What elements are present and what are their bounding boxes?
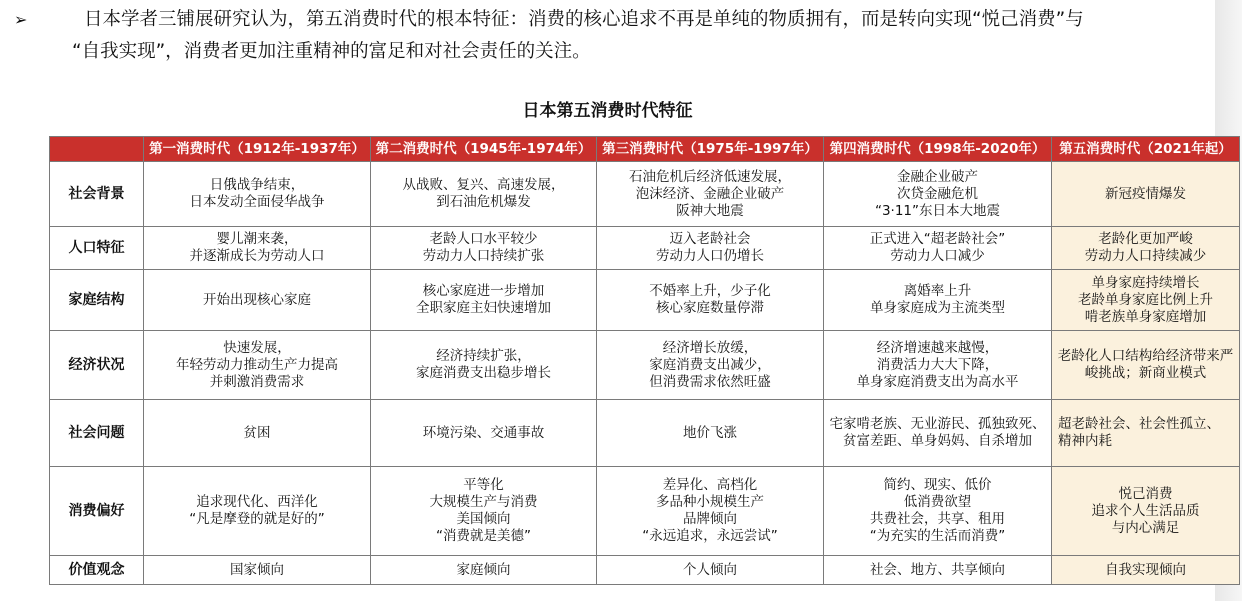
bullet-arrow-icon: ➢ xyxy=(14,10,28,29)
table-cell: 经济增长放缓， 家庭消费支出减少， 但消费需求依然旺盛 xyxy=(597,331,824,400)
row-label: 价值观念 xyxy=(50,556,144,585)
table-cell-era5: 单身家庭持续增长 老龄单身家庭比例上升 啃老族单身家庭增加 xyxy=(1052,270,1240,331)
table-cell: 日俄战争结束， 日本发动全面侵华战争 xyxy=(144,162,371,227)
header-era-1: 第一消费时代（1912年-1937年） xyxy=(144,137,371,162)
table-cell: 宅家啃老族、无业游民、孤独致死、 贫富差距、单身妈妈、自杀增加 xyxy=(824,400,1052,467)
table-cell: 开始出现核心家庭 xyxy=(144,270,371,331)
table-cell: 地价飞涨 xyxy=(597,400,824,467)
table-cell-era5: 老龄化更加严峻 劳动力人口持续减少 xyxy=(1052,227,1240,270)
row-label: 家庭结构 xyxy=(50,270,144,331)
table-cell: 不婚率上升，少子化 核心家庭数量停滞 xyxy=(597,270,824,331)
table-cell: 简约、现实、低价 低消费欲望 共费社会，共享、租用 “为充实的生活而消费” xyxy=(824,467,1052,556)
table-cell: 离婚率上升 单身家庭成为主流类型 xyxy=(824,270,1052,331)
table-cell-era5: 新冠疫情爆发 xyxy=(1052,162,1240,227)
table-cell: 婴儿潮来袭， 并逐渐成长为劳动人口 xyxy=(144,227,371,270)
table-cell: 石油危机后经济低速发展， 泡沫经济、金融企业破产 阪神大地震 xyxy=(597,162,824,227)
table-header-row xyxy=(50,137,1240,162)
table-cell: 社会、地方、共享倾向 xyxy=(824,556,1052,585)
table-cell-era5: 超老龄社会、社会性孤立、 精神内耗 xyxy=(1052,400,1240,467)
row-label: 经济状况 xyxy=(50,331,144,400)
table-cell: 老龄人口水平较少 劳动力人口持续扩张 xyxy=(371,227,597,270)
table-cell: 正式进入“超老龄社会” 劳动力人口减少 xyxy=(824,227,1052,270)
header-corner xyxy=(50,137,144,162)
table-cell: 差异化、高档化 多品种小规模生产 品牌倾向 “永远追求，永远尝试” xyxy=(597,467,824,556)
table-cell-era5: 老龄化人口结构给经济带来严峻挑战；新商业模式 xyxy=(1052,331,1240,400)
table-title: 日本第五消费时代特征 xyxy=(522,101,693,121)
table-cell: 国家倾向 xyxy=(144,556,371,585)
table-row xyxy=(50,400,1240,467)
table-cell: 平等化 大规模生产与消费 美国倾向 “消费就是美德” xyxy=(371,467,597,556)
row-label: 人口特征 xyxy=(50,227,144,270)
table-row xyxy=(50,270,1240,331)
table-cell: 迈入老龄社会 劳动力人口仍增长 xyxy=(597,227,824,270)
table-row xyxy=(50,162,1240,227)
table-cell: 经济持续扩张， 家庭消费支出稳步增长 xyxy=(371,331,597,400)
bullet-paragraph xyxy=(14,4,1209,68)
table-cell: 个人倾向 xyxy=(597,556,824,585)
table-cell: 快速发展， 年轻劳动力推动生产力提高 并刺激消费需求 xyxy=(144,331,371,400)
row-label: 消费偏好 xyxy=(50,467,144,556)
header-era-5: 第五消费时代（2021年起） xyxy=(1052,137,1240,162)
row-label: 社会问题 xyxy=(50,400,144,467)
table-cell: 环境污染、交通事故 xyxy=(371,400,597,467)
paragraph-line-2: “自我实现”，消费者更加注重精神的富足和对社会责任的关注。 xyxy=(72,41,591,62)
table-cell-era5: 悦己消费 追求个人生活品质 与内心满足 xyxy=(1052,467,1240,556)
table-row xyxy=(50,467,1240,556)
table-row xyxy=(50,556,1240,585)
table-row xyxy=(50,227,1240,270)
row-label: 社会背景 xyxy=(50,162,144,227)
table-row xyxy=(50,331,1240,400)
table-cell: 金融企业破产 次贷金融危机 “3·11”东日本大地震 xyxy=(824,162,1052,227)
table-cell: 经济增速越来越慢， 消费活力大大下降， 单身家庭消费支出为高水平 xyxy=(824,331,1052,400)
table-cell: 追求现代化、西洋化 “凡是摩登的就是好的” xyxy=(144,467,371,556)
paragraph-line-1: 日本学者三铺展研究认为，第五消费时代的根本特征：消费的核心追求不再是单纯的物质拥有，而是转向实现“悦己消费”与 xyxy=(84,9,1084,30)
table-cell: 从战败、复兴、高速发展， 到石油危机爆发 xyxy=(371,162,597,227)
header-era-2: 第二消费时代（1945年-1974年） xyxy=(371,137,597,162)
header-era-3: 第三消费时代（1975年-1997年） xyxy=(597,137,824,162)
table-cell: 家庭倾向 xyxy=(371,556,597,585)
header-era-4: 第四消费时代（1998年-2020年） xyxy=(824,137,1052,162)
consumption-era-table xyxy=(49,136,1240,585)
table-cell: 贫困 xyxy=(144,400,371,467)
table-cell: 核心家庭进一步增加 全职家庭主妇快速增加 xyxy=(371,270,597,331)
table-cell-era5: 自我实现倾向 xyxy=(1052,556,1240,585)
